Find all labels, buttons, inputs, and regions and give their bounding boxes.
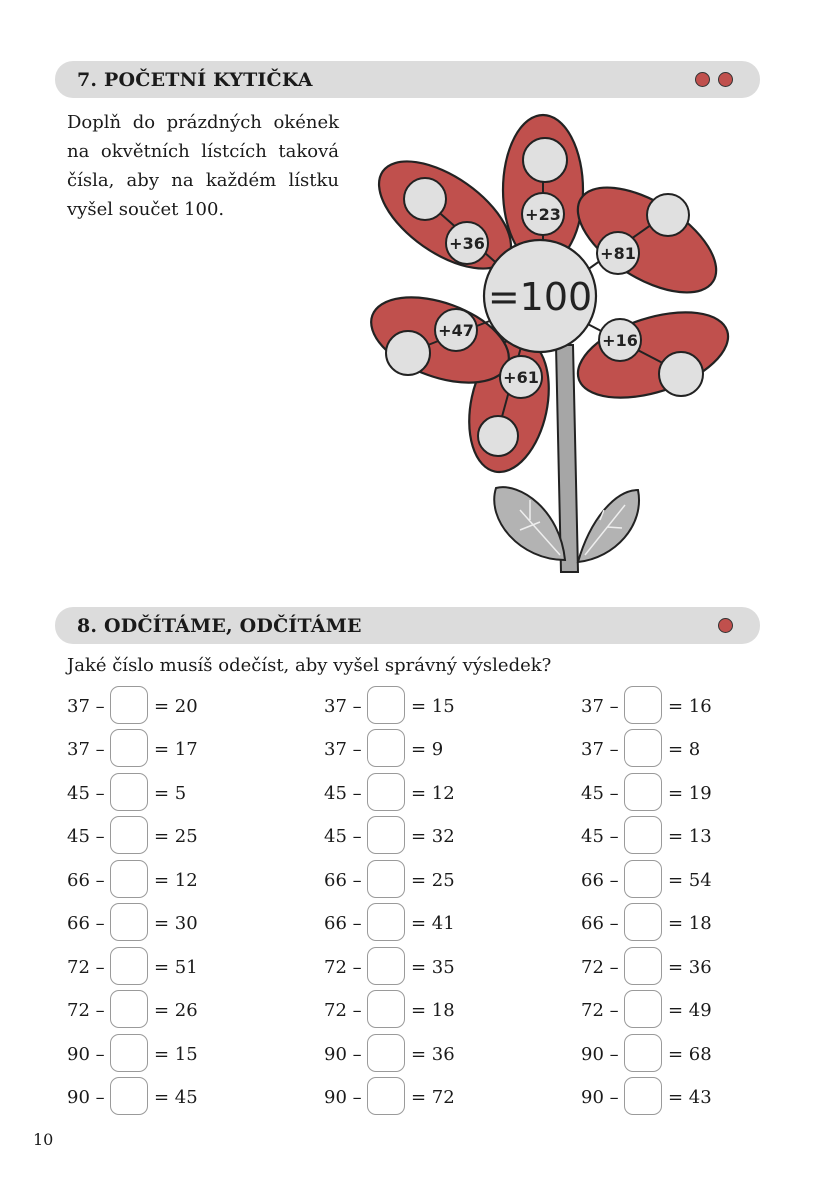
page-number: 10 xyxy=(33,1130,54,1149)
problem-result: = 12 xyxy=(154,870,198,891)
problem-minuend: 66 – xyxy=(324,870,362,891)
answer-box[interactable] xyxy=(367,947,405,985)
problem-result: = 68 xyxy=(668,1044,712,1065)
problem-minuend: 37 – xyxy=(581,696,619,717)
problem-minuend: 66 – xyxy=(67,870,105,891)
empty-circle-upper-right xyxy=(647,194,689,236)
answer-box[interactable] xyxy=(110,729,148,767)
answer-box[interactable] xyxy=(367,1077,405,1115)
problem-minuend: 72 – xyxy=(581,1000,619,1021)
section-8-title: 8. ODČÍTÁME, ODČÍTÁME xyxy=(77,615,362,637)
problem-result: = 25 xyxy=(154,826,198,847)
answer-box[interactable] xyxy=(367,1034,405,1072)
section-7-instructions: Doplň do prázdných okének na okvětních lístcích taková čísla, aby na každém lístku vyšel součet 100. xyxy=(67,112,339,220)
answer-box[interactable] xyxy=(110,903,148,941)
problem-result: = 20 xyxy=(154,696,198,717)
problem-minuend: 45 – xyxy=(581,826,619,847)
problem-minuend: 37 – xyxy=(324,696,362,717)
answer-box[interactable] xyxy=(110,990,148,1028)
problem-result: = 49 xyxy=(668,1000,712,1021)
petal-number: +81 xyxy=(600,244,636,263)
problem-result: = 45 xyxy=(154,1087,198,1108)
problem-result: = 17 xyxy=(154,739,198,760)
petal-number: +36 xyxy=(449,234,485,253)
problem-minuend: 66 – xyxy=(324,913,362,934)
problem-result: = 8 xyxy=(668,739,701,760)
problem-minuend: 66 – xyxy=(67,913,105,934)
problem-minuend: 45 – xyxy=(324,783,362,804)
problem-result: = 36 xyxy=(668,957,712,978)
answer-box[interactable] xyxy=(624,773,662,811)
problem-result: = 15 xyxy=(411,696,455,717)
problem-minuend: 37 – xyxy=(67,739,105,760)
problem-result: = 26 xyxy=(154,1000,198,1021)
problem-result: = 54 xyxy=(668,870,712,891)
section-8-prompt: Jaké číslo musíš odečíst, aby vyšel správný výsledek? xyxy=(67,655,552,676)
answer-box[interactable] xyxy=(624,903,662,941)
problem-minuend: 37 – xyxy=(324,739,362,760)
answer-box[interactable] xyxy=(624,990,662,1028)
problem-result: = 18 xyxy=(411,1000,455,1021)
problem-minuend: 45 – xyxy=(67,783,105,804)
problem-result: = 72 xyxy=(411,1087,455,1108)
answer-box[interactable] xyxy=(367,773,405,811)
section-7-title: 7. POČETNÍ KYTIČKA xyxy=(77,69,313,91)
answer-box[interactable] xyxy=(110,816,148,854)
answer-box[interactable] xyxy=(624,1034,662,1072)
problem-minuend: 90 – xyxy=(324,1087,362,1108)
empty-circle-lower-right xyxy=(659,352,703,396)
answer-box[interactable] xyxy=(624,816,662,854)
empty-circle-upper-left xyxy=(404,178,446,220)
answer-box[interactable] xyxy=(624,729,662,767)
problem-minuend: 72 – xyxy=(67,957,105,978)
answer-box[interactable] xyxy=(624,1077,662,1115)
problem-minuend: 37 – xyxy=(581,739,619,760)
problem-result: = 16 xyxy=(668,696,712,717)
answer-box[interactable] xyxy=(110,1034,148,1072)
petal-number: +61 xyxy=(503,368,539,387)
problem-minuend: 37 – xyxy=(67,696,105,717)
answer-box[interactable] xyxy=(624,947,662,985)
problem-minuend: 66 – xyxy=(581,913,619,934)
flower-center-label: =100 xyxy=(487,275,593,319)
petal-number: +23 xyxy=(525,205,561,224)
problem-result: = 32 xyxy=(411,826,455,847)
answer-box[interactable] xyxy=(110,947,148,985)
answer-box[interactable] xyxy=(367,860,405,898)
problem-minuend: 72 – xyxy=(67,1000,105,1021)
section-8-header xyxy=(55,607,760,644)
problem-result: = 43 xyxy=(668,1087,712,1108)
problem-result: = 35 xyxy=(411,957,455,978)
answer-box[interactable] xyxy=(110,860,148,898)
problem-result: = 41 xyxy=(411,913,455,934)
problem-result: = 13 xyxy=(668,826,712,847)
difficulty-dot-icon xyxy=(718,618,733,633)
problem-result: = 36 xyxy=(411,1044,455,1065)
answer-box[interactable] xyxy=(110,686,148,724)
answer-box[interactable] xyxy=(624,686,662,724)
answer-box[interactable] xyxy=(367,990,405,1028)
problem-result: = 25 xyxy=(411,870,455,891)
problem-minuend: 90 – xyxy=(67,1044,105,1065)
answer-box[interactable] xyxy=(624,860,662,898)
problem-minuend: 90 – xyxy=(581,1044,619,1065)
petal-number: +47 xyxy=(438,321,474,340)
answer-box[interactable] xyxy=(110,773,148,811)
problem-result: = 30 xyxy=(154,913,198,934)
empty-circle-lower-left xyxy=(386,331,430,375)
problem-minuend: 90 – xyxy=(324,1044,362,1065)
empty-circle-bottom xyxy=(478,416,518,456)
answer-box[interactable] xyxy=(367,903,405,941)
problem-result: = 18 xyxy=(668,913,712,934)
problem-result: = 15 xyxy=(154,1044,198,1065)
problem-minuend: 72 – xyxy=(581,957,619,978)
problem-minuend: 45 – xyxy=(324,826,362,847)
problem-result: = 19 xyxy=(668,783,712,804)
problem-result: = 5 xyxy=(154,783,187,804)
problem-minuend: 72 – xyxy=(324,957,362,978)
problem-result: = 51 xyxy=(154,957,198,978)
answer-box[interactable] xyxy=(110,1077,148,1115)
answer-box[interactable] xyxy=(367,816,405,854)
problem-minuend: 90 – xyxy=(67,1087,105,1108)
problem-minuend: 45 – xyxy=(581,783,619,804)
answer-box[interactable] xyxy=(367,729,405,767)
problem-minuend: 72 – xyxy=(324,1000,362,1021)
problem-minuend: 90 – xyxy=(581,1087,619,1108)
petal-number: +16 xyxy=(602,331,638,350)
empty-circle-top xyxy=(523,138,567,182)
problem-result: = 12 xyxy=(411,783,455,804)
answer-box[interactable] xyxy=(367,686,405,724)
problem-minuend: 66 – xyxy=(581,870,619,891)
problem-minuend: 45 – xyxy=(67,826,105,847)
problem-result: = 9 xyxy=(411,739,444,760)
